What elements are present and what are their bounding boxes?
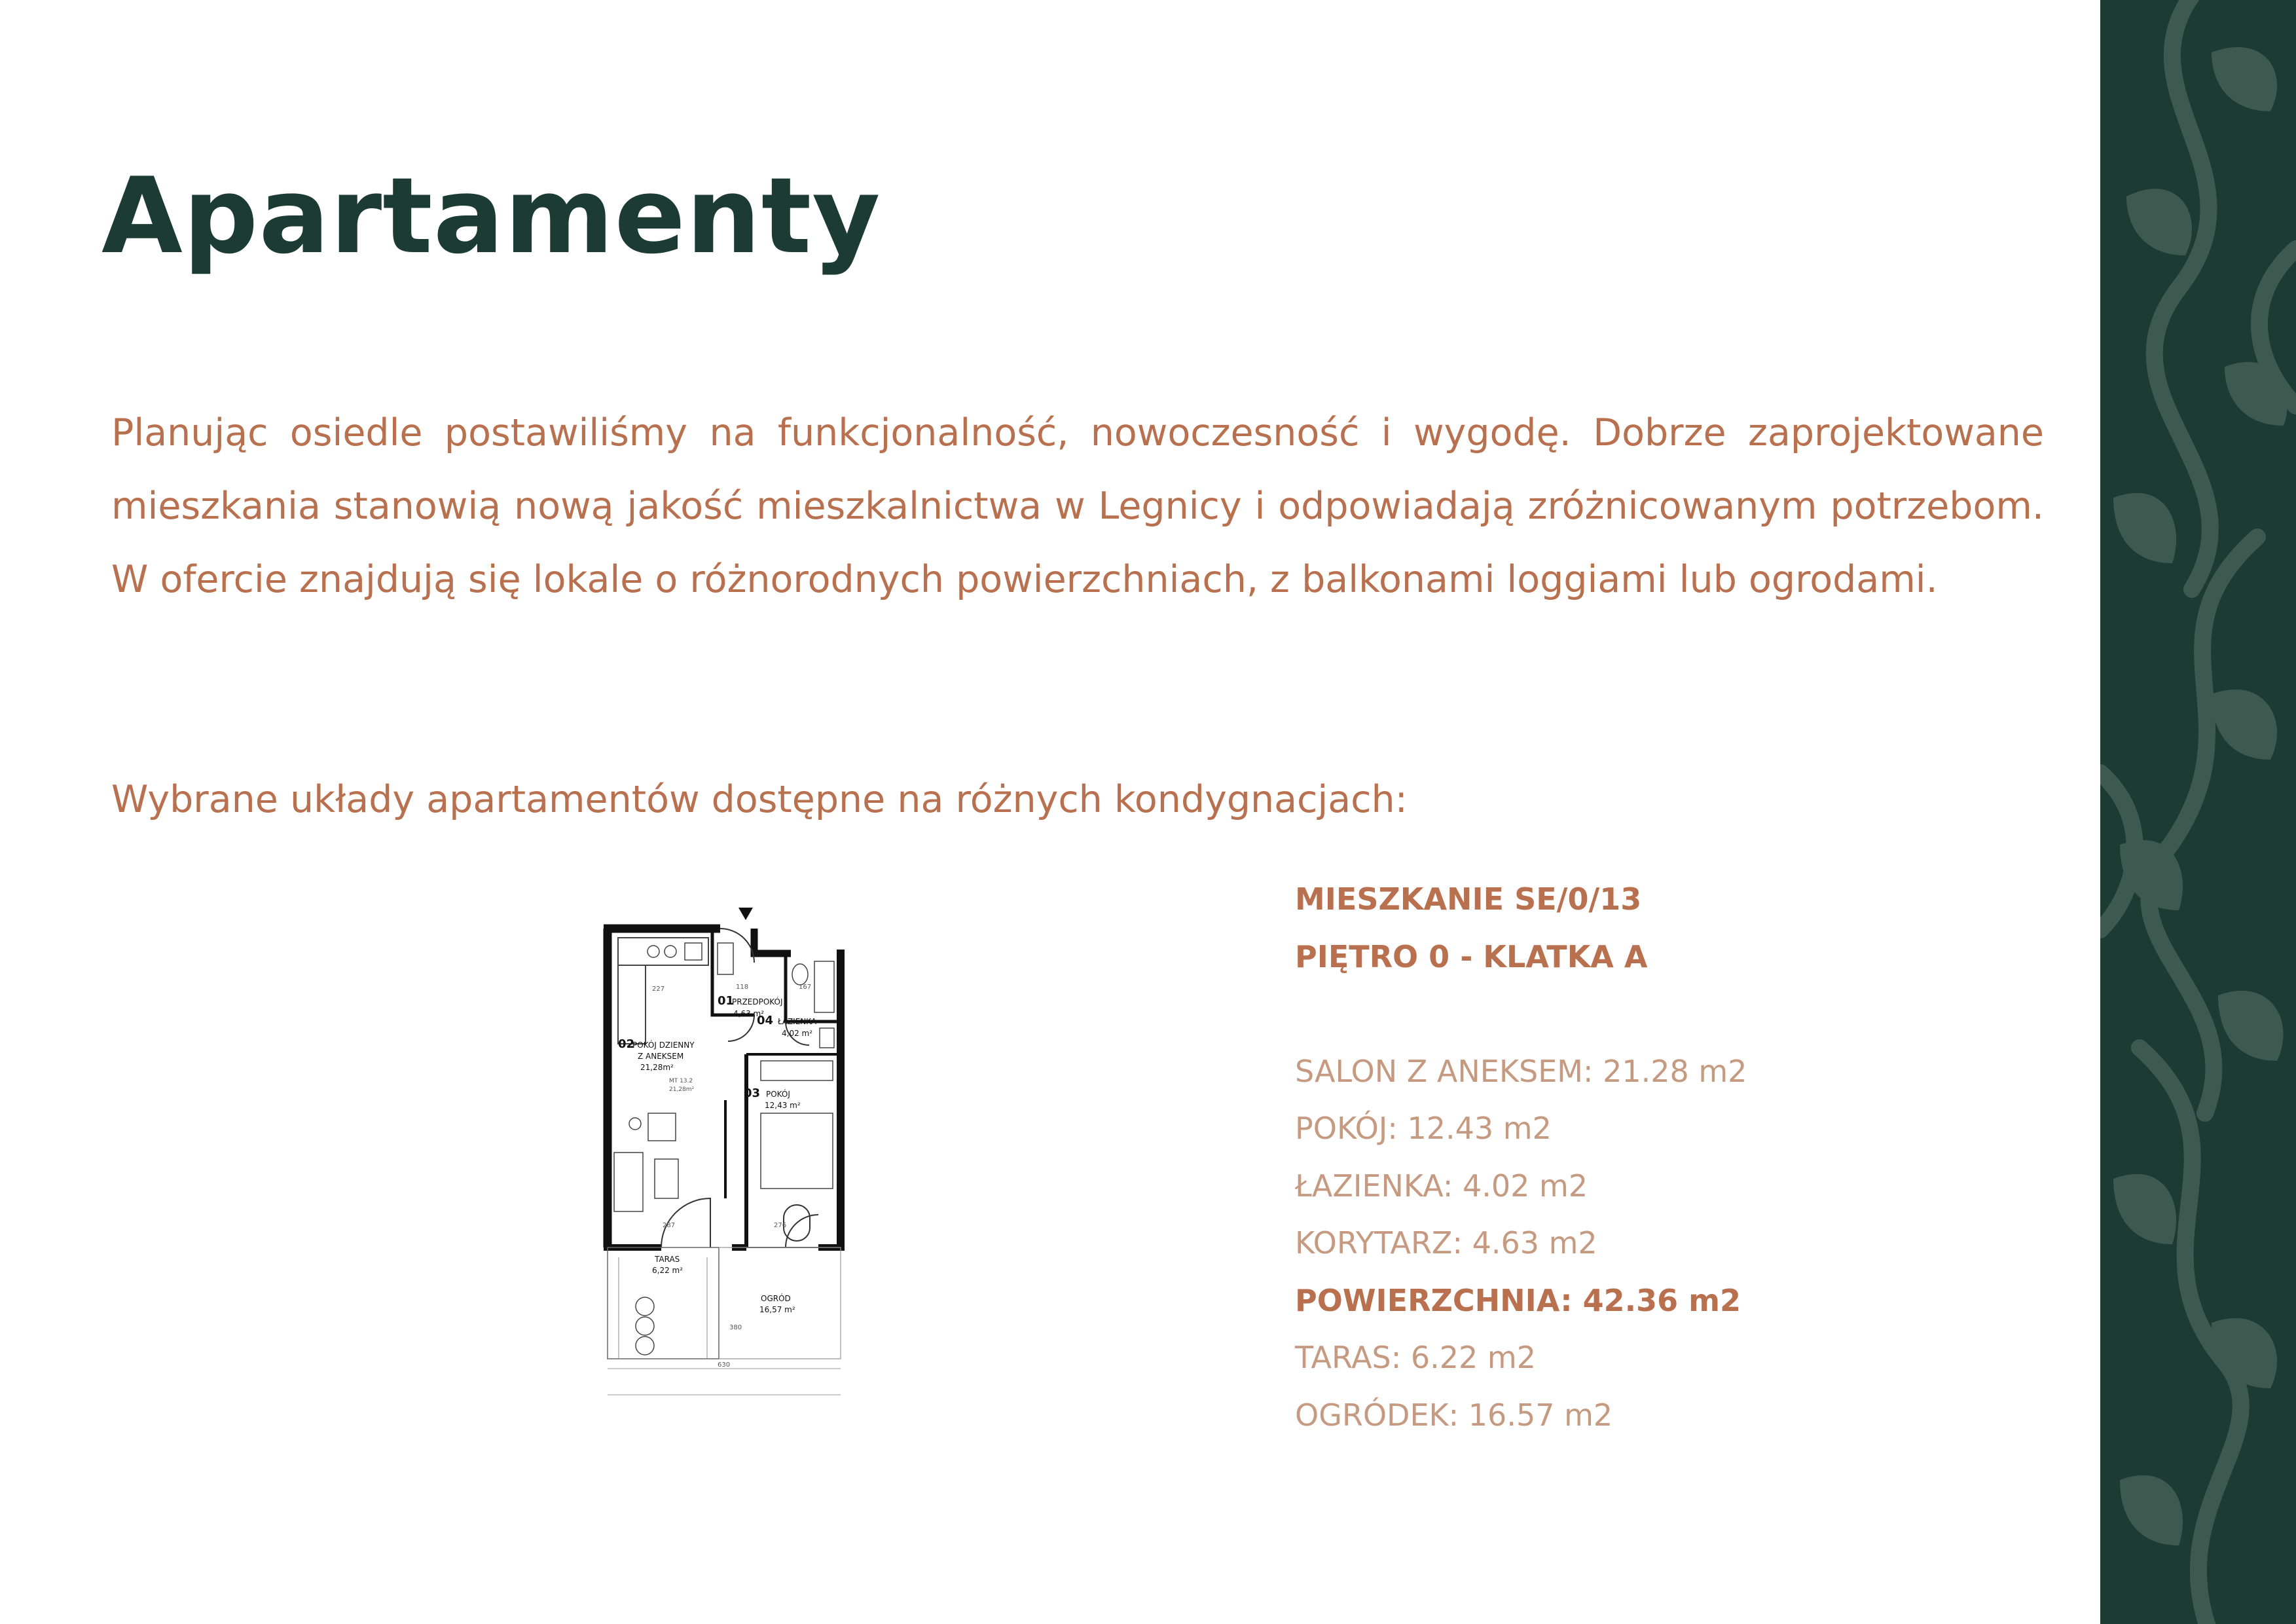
- room-04-name: ŁAZIENKA: [778, 1017, 817, 1026]
- entrance-arrow-icon: [738, 908, 753, 920]
- dimension-287: 287: [663, 1222, 676, 1229]
- dimension-118: 118: [736, 984, 749, 991]
- room-01-name: PRZEDPOKÓJ: [732, 997, 783, 1006]
- spec-spacer: [1295, 986, 1747, 1043]
- garden-label: OGRÓD: [761, 1294, 791, 1303]
- room-02-area: 21,28m²: [640, 1063, 674, 1072]
- decorative-side-panel: [2100, 0, 2296, 1624]
- apartment-name: MIESZKANIE SE/0/13: [1295, 881, 1642, 917]
- room-01-area: 4,63 m²: [733, 1009, 765, 1018]
- layouts-subtitle: Wybrane układy apartamentów dostępne na różnych kondygnacjach:: [111, 778, 1408, 821]
- spec-garden: OGRÓDEK: 16.57 m2: [1295, 1397, 1613, 1433]
- garden-area: 16,57 m²: [759, 1305, 795, 1314]
- page-title: Apartamenty: [101, 155, 881, 277]
- dimension-276: 276: [774, 1222, 787, 1229]
- room-02-name: POKÓJ DZIENNY: [632, 1041, 695, 1050]
- room-02-name-line2: Z ANEKSEM: [638, 1052, 684, 1061]
- spec-room: POKÓJ: 12.43 m2: [1295, 1111, 1552, 1146]
- apartment-specs: [1295, 871, 1747, 1444]
- spec-bathroom: ŁAZIENKA: 4.02 m2: [1295, 1168, 1588, 1204]
- room-03-name: POKÓJ: [766, 1090, 790, 1099]
- room-03-area: 12,43 m²: [765, 1101, 801, 1110]
- dimension-mt: MT 13.2: [669, 1078, 693, 1084]
- dimension-167: 167: [799, 984, 812, 991]
- spec-total-area: POWIERZCHNIA: 42.36 m2: [1295, 1282, 1741, 1318]
- terrace-label: TARAS: [655, 1255, 680, 1264]
- room-04-number: 04: [757, 1014, 774, 1027]
- spec-corridor: KORYTARZ: 4.63 m2: [1295, 1225, 1597, 1261]
- spec-terrace: TARAS: 6.22 m2: [1295, 1340, 1536, 1375]
- terrace-area: 6,22 m²: [652, 1266, 683, 1275]
- dimension-380: 380: [729, 1324, 742, 1331]
- dimension-227: 227: [652, 986, 665, 993]
- room-01-number: 01: [718, 994, 735, 1008]
- room-04-area: 4,02 m²: [782, 1029, 813, 1038]
- dimension-630: 630: [718, 1361, 731, 1369]
- room-02-number: 02: [618, 1037, 635, 1051]
- intro-paragraph: Planując osiedle postawiliśmy na funkcjonalność, nowoczesność i wygodę. Dobrze zaprojektowane mieszkania stanowią nową jakość mieszkalnictwa w Legnicy i odpowiadają zróżnicowanym potrzebom. W ofercie znajdują się lokale o różnorodnych powierzchniach, z balkonami loggiami lub ogrodami.: [111, 411, 2044, 601]
- leaf-pattern-icon: [2100, 0, 2296, 1624]
- spec-living-room: SALON Z ANEKSEM: 21.28 m2: [1295, 1053, 1747, 1089]
- floor-plan: [589, 891, 864, 1401]
- room-03-number: 03: [744, 1086, 761, 1100]
- dimension-mt-area: 21,28m²: [669, 1086, 695, 1093]
- apartment-floor: PIĘTRO 0 - KLATKA A: [1295, 938, 1648, 974]
